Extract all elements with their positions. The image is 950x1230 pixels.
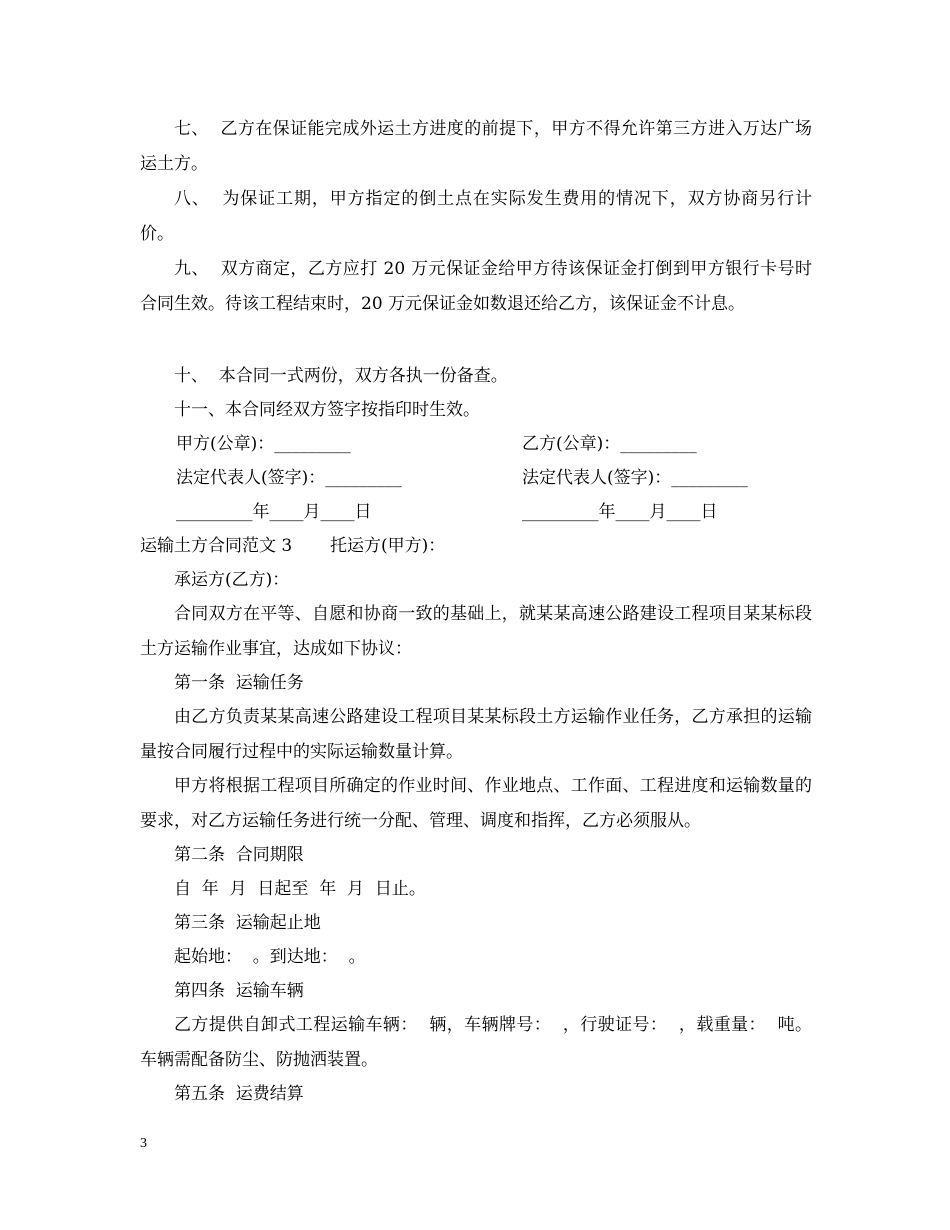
article-2-title: 第二条 合同期限: [174, 845, 304, 865]
party-a-representative-line: 法定代表人(签字)：_________: [176, 468, 402, 488]
party-a-date-line: _________年____月____日: [176, 502, 372, 522]
party-b-seal-line: 乙方(公章)：_________: [522, 434, 697, 454]
article-4-title: 第四条 运输车辆: [174, 981, 304, 1001]
article-1-title: 第一条 运输任务: [174, 673, 304, 693]
clause-11: 十一、本合同经双方签字按指印时生效。: [174, 400, 480, 420]
clause-10: 十、 本合同一式两份，双方各执一份备查。: [174, 366, 508, 386]
article-1-paragraph-1: 由乙方负责某某高速公路建设工程项目某某标段土方运输作业任务，乙方承担的运输量按合同履行过程中的实际运输数量计算。: [140, 707, 812, 762]
contract-3-heading: 运输土方合同范文 3 托运方(甲方)：: [140, 536, 446, 556]
article-4-paragraph: 乙方提供自卸式工程运输车辆： 辆，车辆牌号： ，行驶证号： ，载重量： 吨。车辆需配备防尘、防抛洒装置。: [140, 1015, 812, 1070]
page-number: 3: [140, 1136, 147, 1151]
carrier-party-line: 承运方(乙方)：: [174, 570, 290, 590]
clause-9: 九、 双方商定，乙方应打 20 万元保证金给甲方待该保证金打倒到甲方银行卡号时合同生效。待该工程结束时，20 万元保证金如数退还给乙方，该保证金不计息。: [140, 259, 812, 314]
clause-8: 八、 为保证工期，甲方指定的倒土点在实际发生费用的情况下，双方协商另行计价。: [140, 189, 812, 244]
contract-intro: 合同双方在平等、自愿和协商一致的基础上，就某某高速公路建设工程项目某某标段土方运输作业事宜，达成如下协议：: [140, 604, 812, 659]
article-3-paragraph: 起始地： 。到达地： 。: [174, 947, 366, 967]
article-1-paragraph-2: 甲方将根据工程项目所确定的作业时间、作业地点、工作面、工程进度和运输数量的要求，对乙方运输任务进行统一分配、管理、调度和指挥，乙方必须服从。: [140, 776, 812, 831]
party-b-date-line: _________年____月____日: [522, 502, 718, 522]
party-b-representative-line: 法定代表人(签字)：_________: [522, 468, 748, 488]
clause-7: 七、 乙方在保证能完成外运土方进度的前提下，甲方不得允许第三方进入万达广场运土方。: [140, 119, 812, 174]
article-5-title: 第五条 运费结算: [174, 1084, 304, 1104]
party-a-seal-line: 甲方(公章)：_________: [176, 434, 351, 454]
article-3-title: 第三条 运输起止地: [174, 913, 321, 933]
article-2-paragraph: 自 年 月 日起至 年 月 日止。: [174, 879, 426, 899]
